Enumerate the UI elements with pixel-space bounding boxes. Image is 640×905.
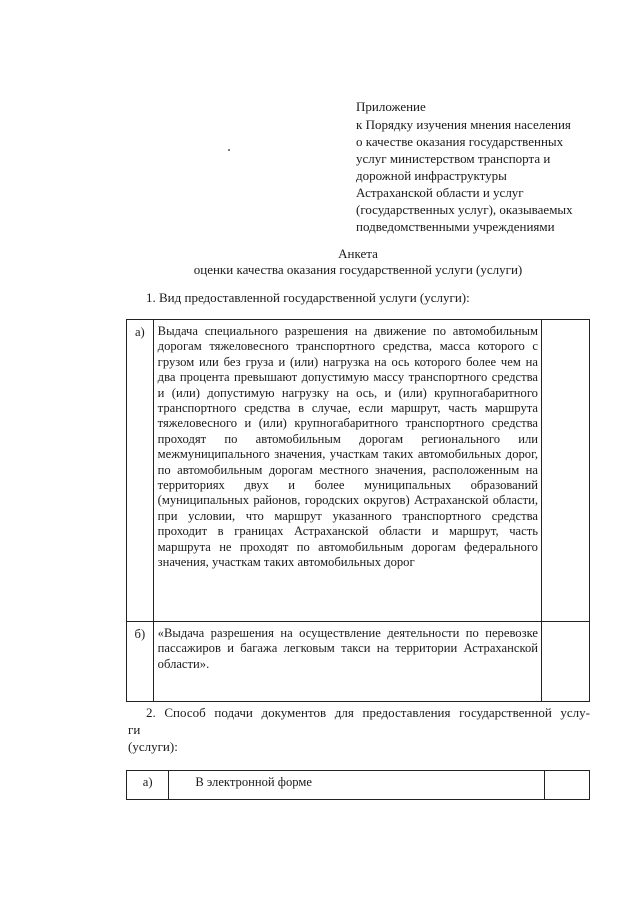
appendix-line: (государственных услуг), оказываемых	[356, 202, 573, 217]
table-row	[127, 622, 590, 702]
appendix-title: Приложение	[356, 99, 426, 114]
form-title: Анкета	[338, 246, 378, 261]
option-letter: а)	[127, 771, 169, 800]
appendix-line: подведомственными учреждениями	[356, 219, 555, 234]
option-letter: а)	[127, 320, 154, 622]
option-text: Выдача специального разрешения на движение по автомобильным дорогам тяжеловесного транспортного средства, масса которого с грузом или без груза и (или) нагрузка на ось которого более чем на два процента превышают допустимую массу транспортного средства и (или) допустимую нагрузку на ось, и (или) крупногабаритного транспортного средства в случае, если маршрут, часть маршрута тяжеловесного и (или) крупногабаритного транспортного средства проходят по автомобильным дорогам регионального или межмуниципального значения, участкам таких автомобильных дорог, по автомобильным дорогам местного значения, расположенным на территориях двух и более муниципальных образований (муниципальных районов, городских округов) Астраханской области, при условии, что маршрут указанного транспортного средства проходит в границах Астраханской области и маршрут, часть маршрута не проходят по автомобильным дорогам федерального значения, участкам таких автомобильных дорог	[153, 320, 541, 622]
question-2-line: (услуги):	[128, 739, 178, 754]
appendix-line: к Порядку изучения мнения населения	[356, 117, 571, 132]
question-2-line: 2. Способ подачи документов для предоставления государственной услу-	[146, 705, 590, 720]
option-letter: б)	[127, 622, 154, 702]
table-row	[127, 771, 590, 800]
appendix-line: услуг министерством транспорта и	[356, 151, 551, 166]
question-2-line: ги	[128, 722, 141, 737]
appendix-block	[356, 98, 616, 235]
question-2-options-table	[126, 770, 590, 800]
appendix-line: о качестве оказания государственных	[356, 134, 564, 149]
question-1-options-table	[126, 319, 590, 702]
option-text: В электронной форме	[169, 771, 544, 800]
option-checkbox-cell[interactable]	[544, 771, 589, 800]
option-checkbox-cell[interactable]	[541, 622, 589, 702]
appendix-line: Астраханской области и услуг	[356, 185, 524, 200]
appendix-line: дорожной инфраструктуры	[356, 168, 507, 183]
question-2-label	[128, 704, 590, 755]
table-row	[127, 320, 590, 622]
option-text: «Выдача разрешения на осуществление деятельности по перевозке пассажиров и багажа легковым такси на территории Астраханской области».	[153, 622, 541, 702]
option-checkbox-cell[interactable]	[541, 320, 589, 622]
scan-speck	[228, 149, 230, 151]
form-subtitle: оценки качества оказания государственной услуги (услуги)	[193, 262, 523, 277]
question-1-label: 1. Вид предоставленной государственной услуги (услуги):	[146, 290, 470, 305]
